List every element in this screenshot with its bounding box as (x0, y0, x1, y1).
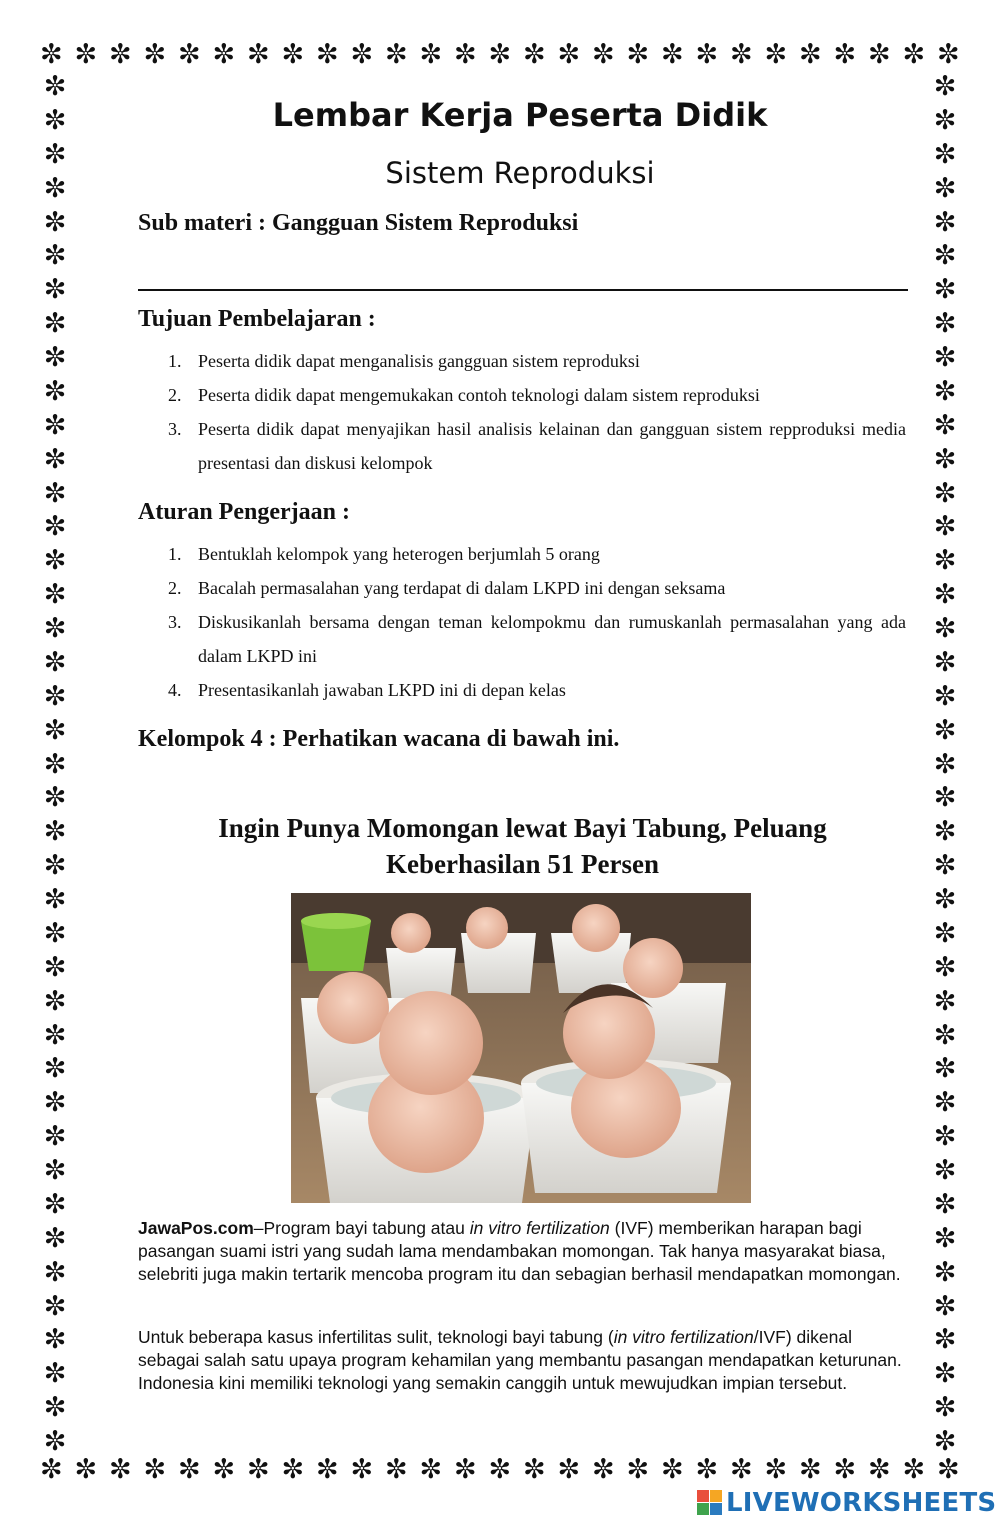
border-star-icon: ✼ (212, 1454, 236, 1485)
border-star-icon: ✼ (523, 1454, 546, 1485)
border-star-icon: ✼ (247, 39, 270, 70)
border-star-icon: ✼ (933, 951, 957, 983)
border-star-icon: ✼ (40, 1454, 63, 1485)
list-item (168, 571, 906, 605)
divider-line (138, 289, 908, 291)
aturan-heading: Aturan Pengerjaan : (138, 499, 350, 525)
border-star-icon: ✼ (833, 39, 857, 70)
border-star-icon: ✼ (764, 1454, 788, 1485)
border-star-icon: ✼ (281, 39, 305, 70)
border-star-icon: ✼ (933, 1324, 957, 1356)
border-star-icon: ✼ (933, 1155, 957, 1186)
item-number: 4. (168, 680, 182, 700)
border-star-icon: ✼ (937, 1454, 960, 1485)
border-star-icon: ✼ (43, 1290, 67, 1322)
border-star-icon: ✼ (350, 39, 374, 70)
border-star-icon: ✼ (933, 1188, 957, 1220)
border-star-icon: ✼ (933, 172, 957, 204)
border-star-icon: ✼ (933, 1121, 957, 1153)
border-star-icon: ✼ (43, 782, 67, 814)
border-star-icon: ✼ (385, 39, 408, 70)
border-star-icon: ✼ (626, 39, 650, 70)
border-star-icon: ✼ (43, 985, 67, 1017)
border-star-icon: ✼ (43, 342, 67, 373)
item-number: 1. (168, 544, 182, 564)
border-star-icon: ✼ (43, 1053, 67, 1085)
border-star-icon: ✼ (43, 646, 67, 678)
border-star-icon: ✼ (592, 39, 615, 70)
border-star-icon: ✼ (43, 1256, 67, 1288)
item-text: Peserta didik dapat menganalisis gangguan sistem reproduksi (198, 351, 640, 371)
border-star-icon: ✼ (43, 1358, 67, 1390)
border-star-icon: ✼ (626, 1454, 650, 1485)
border-star-icon: ✼ (730, 39, 753, 70)
border-star-icon: ✼ (454, 1454, 477, 1485)
border-star-icon: ✼ (833, 1454, 857, 1485)
border-star-icon: ✼ (43, 613, 67, 644)
border-star-icon: ✼ (730, 1454, 753, 1485)
border-star-icon: ✼ (557, 39, 581, 70)
border-star-icon: ✼ (799, 39, 822, 70)
border-star-icon: ✼ (933, 443, 957, 475)
border-star-icon: ✼ (902, 39, 926, 70)
border-star-icon: ✼ (316, 1454, 339, 1485)
item-number: 2. (168, 578, 182, 598)
border-star-icon: ✼ (43, 240, 67, 272)
article-paragraph-1 (138, 1217, 910, 1286)
list-item (168, 673, 906, 707)
border-star-icon: ✼ (43, 206, 67, 238)
border-star-icon: ✼ (523, 39, 546, 70)
border-star-icon: ✼ (933, 613, 957, 644)
liveworksheets-icon (697, 1490, 723, 1516)
border-star-icon: ✼ (933, 646, 957, 678)
item-number: 3. (168, 419, 182, 439)
babies-in-tubs-photo (291, 893, 751, 1203)
item-text: Bentuklah kelompok yang heterogen berjumlah 5 orang (198, 544, 600, 564)
border-star-icon: ✼ (212, 39, 236, 70)
border-star-icon: ✼ (933, 850, 957, 882)
border-star-icon: ✼ (43, 71, 67, 102)
border-star-icon: ✼ (247, 1454, 270, 1485)
article-title (150, 810, 895, 882)
border-top (40, 40, 960, 70)
paragraph-text: (IVF) memberikan harapan bagi pasangan suami istri yang sudah lama mendambakan momongan. Tak hanya masyarakat biasa, selebriti juga makin tertarik mencoba program itu dan sebagian berhasil mendapatkan momongan. (138, 1218, 901, 1284)
border-star-icon: ✼ (43, 545, 67, 577)
border-star-icon: ✼ (799, 1454, 822, 1485)
border-star-icon: ✼ (933, 1019, 957, 1051)
border-star-icon: ✼ (43, 274, 67, 306)
border-star-icon: ✼ (933, 308, 957, 340)
border-star-icon: ✼ (695, 39, 719, 70)
border-star-icon: ✼ (40, 39, 63, 70)
tujuan-list (168, 344, 906, 480)
border-star-icon: ✼ (933, 1392, 957, 1424)
border-star-icon: ✼ (868, 39, 891, 70)
border-star-icon: ✼ (43, 884, 67, 915)
border-star-icon: ✼ (43, 1188, 67, 1220)
border-star-icon: ✼ (933, 1087, 957, 1119)
border-star-icon: ✼ (350, 1454, 374, 1485)
border-star-icon: ✼ (933, 1222, 957, 1254)
border-right (930, 72, 960, 1457)
source-label: JawaPos.com (138, 1218, 254, 1238)
border-star-icon: ✼ (868, 1454, 891, 1485)
list-item (168, 537, 906, 571)
border-star-icon: ✼ (661, 1454, 684, 1485)
border-star-icon: ✼ (933, 409, 957, 441)
border-star-icon: ✼ (933, 375, 957, 407)
list-item (168, 412, 906, 480)
border-star-icon: ✼ (74, 1454, 98, 1485)
border-star-icon: ✼ (43, 917, 67, 949)
border-star-icon: ✼ (43, 1087, 67, 1119)
border-star-icon: ✼ (43, 850, 67, 882)
border-star-icon: ✼ (43, 1121, 67, 1153)
item-text: Diskusikanlah bersama dengan teman kelompokmu dan rumuskanlah permasalahan yang ada dalam LKPD ini (198, 612, 906, 666)
border-star-icon: ✼ (109, 1454, 132, 1485)
border-bottom (40, 1455, 960, 1485)
border-star-icon: ✼ (933, 680, 957, 712)
article-paragraph-2 (138, 1326, 910, 1395)
border-star-icon: ✼ (385, 1454, 408, 1485)
paragraph-text: Untuk beberapa kasus infertilitas sulit, teknologi bayi tabung ( (138, 1327, 614, 1347)
border-star-icon: ✼ (43, 1019, 67, 1051)
border-star-icon: ✼ (419, 1454, 443, 1485)
border-star-icon: ✼ (43, 1155, 67, 1186)
border-star-icon: ✼ (43, 748, 67, 780)
item-number: 3. (168, 612, 182, 632)
border-star-icon: ✼ (933, 71, 957, 102)
paragraph-italic: in vitro fertilization (469, 1218, 610, 1238)
border-star-icon: ✼ (419, 39, 443, 70)
border-star-icon: ✼ (937, 39, 960, 70)
border-star-icon: ✼ (933, 511, 957, 543)
item-text: Peserta didik dapat menyajikan hasil analisis kelainan dan gangguan sistem repproduksi media presentasi dan diskusi kelompok (198, 419, 906, 473)
border-star-icon: ✼ (933, 917, 957, 949)
border-star-icon: ✼ (43, 511, 67, 543)
page-title: Lembar Kerja Peserta Didik (272, 96, 768, 134)
item-number: 1. (168, 351, 182, 371)
border-star-icon: ✼ (933, 138, 957, 170)
border-star-icon: ✼ (764, 39, 788, 70)
border-star-icon: ✼ (933, 342, 957, 373)
border-star-icon: ✼ (933, 714, 957, 746)
border-star-icon: ✼ (592, 1454, 615, 1485)
border-star-icon: ✼ (43, 409, 67, 441)
border-star-icon: ✼ (933, 748, 957, 780)
border-star-icon: ✼ (43, 680, 67, 712)
aturan-list (168, 537, 906, 707)
border-star-icon: ✼ (488, 39, 512, 70)
liveworksheets-logo[interactable] (697, 1488, 996, 1518)
border-star-icon: ✼ (933, 1256, 957, 1288)
border-star-icon: ✼ (43, 308, 67, 340)
border-star-icon: ✼ (933, 884, 957, 915)
border-star-icon: ✼ (43, 477, 67, 509)
border-star-icon: ✼ (933, 477, 957, 509)
border-left (40, 72, 70, 1457)
article-title-line: Ingin Punya Momongan lewat Bayi Tabung, Peluang (218, 813, 827, 843)
border-star-icon: ✼ (933, 1358, 957, 1390)
item-text: Peserta didik dapat mengemukakan contoh teknologi dalam sistem reproduksi (198, 385, 760, 405)
border-star-icon: ✼ (933, 782, 957, 814)
border-star-icon: ✼ (454, 39, 477, 70)
border-star-icon: ✼ (933, 985, 957, 1017)
border-star-icon: ✼ (43, 1324, 67, 1356)
border-star-icon: ✼ (933, 816, 957, 848)
item-text: Presentasikanlah jawaban LKPD ini di depan kelas (198, 680, 566, 700)
border-star-icon: ✼ (661, 39, 684, 70)
border-star-icon: ✼ (933, 104, 957, 136)
liveworksheets-wordmark: LIVEWORKSHEETS (726, 1488, 997, 1518)
border-star-icon: ✼ (902, 1454, 926, 1485)
kelompok-instruction: Kelompok 4 : Perhatikan wacana di bawah ini. (138, 726, 620, 752)
border-star-icon: ✼ (281, 1454, 305, 1485)
border-star-icon: ✼ (43, 443, 67, 475)
border-star-icon: ✼ (43, 375, 67, 407)
border-star-icon: ✼ (933, 1426, 957, 1457)
border-star-icon: ✼ (143, 1454, 167, 1485)
article-title-line: Keberhasilan 51 Persen (386, 849, 659, 879)
submateri-label: Sub materi : Gangguan Sistem Reproduksi (138, 210, 579, 236)
item-text: Bacalah permasalahan yang terdapat di dalam LKPD ini dengan seksama (198, 578, 726, 598)
border-star-icon: ✼ (933, 579, 957, 611)
tujuan-heading: Tujuan Pembelajaran : (138, 306, 376, 332)
list-item (168, 344, 906, 378)
border-star-icon: ✼ (178, 1454, 201, 1485)
border-star-icon: ✼ (43, 579, 67, 611)
border-star-icon: ✼ (695, 1454, 719, 1485)
border-star-icon: ✼ (43, 951, 67, 983)
border-star-icon: ✼ (143, 39, 167, 70)
paragraph-text: –Program bayi tabung atau (253, 1218, 470, 1238)
border-star-icon: ✼ (933, 545, 957, 577)
border-star-icon: ✼ (43, 1426, 67, 1457)
page-subtitle: Sistem Reproduksi (385, 156, 655, 190)
list-item (168, 378, 906, 412)
border-star-icon: ✼ (109, 39, 132, 70)
border-star-icon: ✼ (43, 1222, 67, 1254)
border-star-icon: ✼ (316, 39, 339, 70)
border-star-icon: ✼ (557, 1454, 581, 1485)
border-star-icon: ✼ (43, 172, 67, 204)
border-star-icon: ✼ (74, 39, 98, 70)
border-star-icon: ✼ (488, 1454, 512, 1485)
paragraph-text: /IVF) dikenal sebagai salah satu upaya program kehamilan yang membantu pasangan mendapatkan keturunan. Indonesia kini memiliki teknologi yang semakin canggih untuk mewujudkan impian tersebut. (138, 1327, 902, 1393)
border-star-icon: ✼ (43, 104, 67, 136)
item-number: 2. (168, 385, 182, 405)
border-star-icon: ✼ (43, 714, 67, 746)
border-star-icon: ✼ (933, 1053, 957, 1085)
border-star-icon: ✼ (933, 1290, 957, 1322)
border-star-icon: ✼ (43, 138, 67, 170)
border-star-icon: ✼ (43, 816, 67, 848)
list-item (168, 605, 906, 673)
paragraph-italic: in vitro fertilization (613, 1327, 754, 1347)
border-star-icon: ✼ (933, 240, 957, 272)
border-star-icon: ✼ (933, 274, 957, 306)
border-star-icon: ✼ (178, 39, 201, 70)
border-star-icon: ✼ (43, 1392, 67, 1424)
border-star-icon: ✼ (933, 206, 957, 238)
